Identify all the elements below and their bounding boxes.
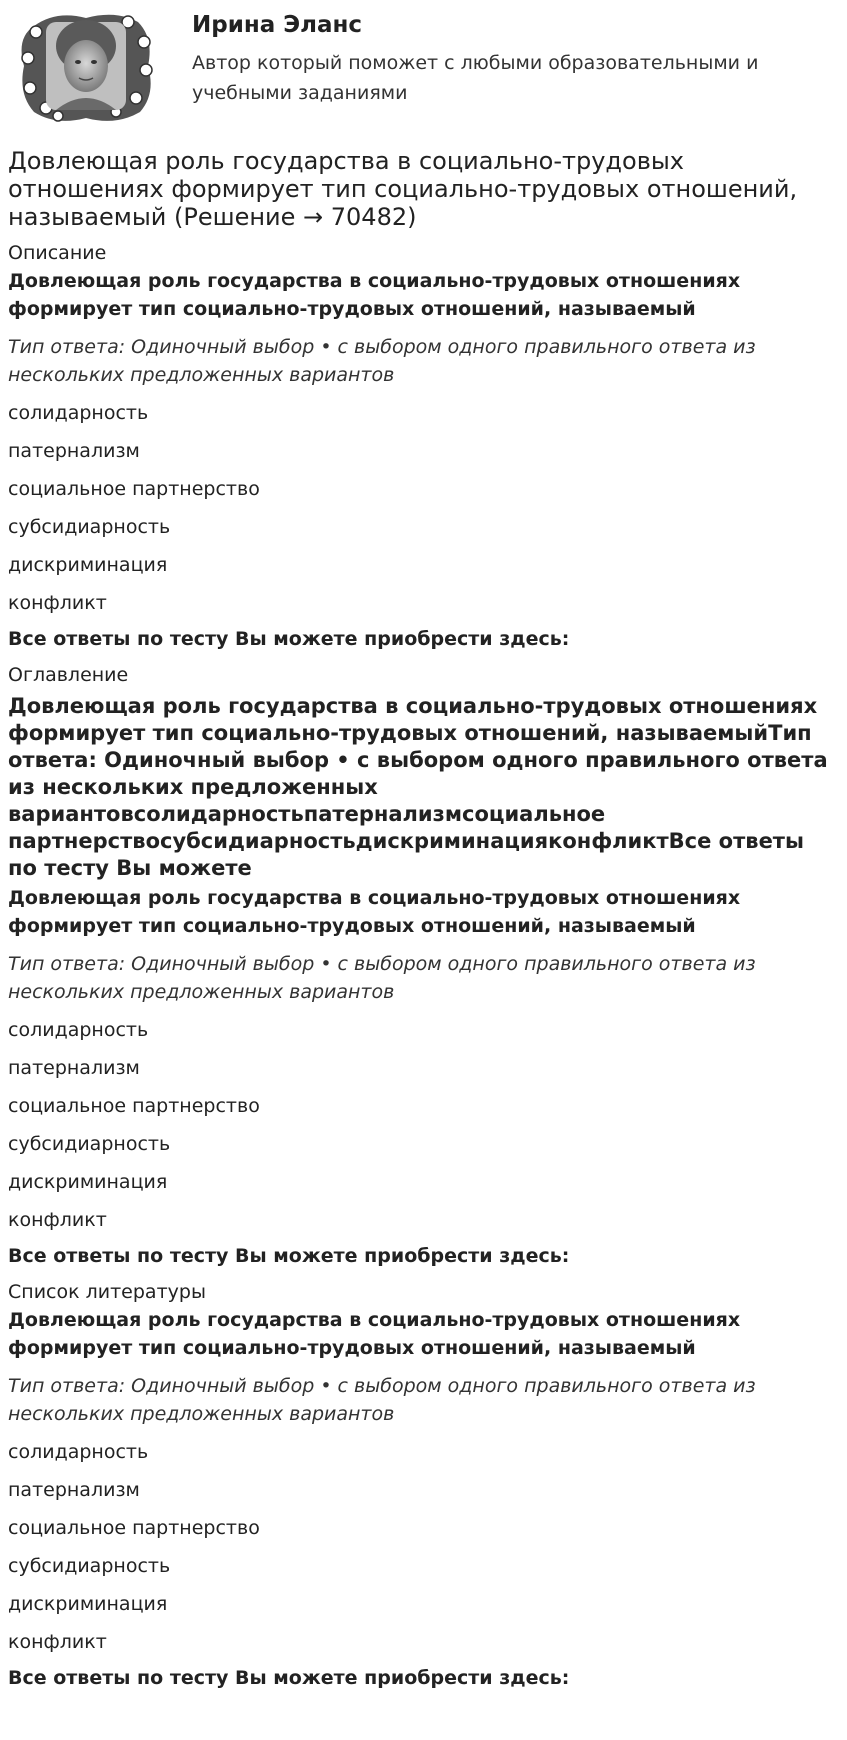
description-section <box>8 241 839 653</box>
answer-type: Тип ответа: Одиночный выбор • с выбором одного правильного ответа из нескольких предложенных вариантов <box>8 336 756 386</box>
list-item: патернализм <box>8 440 140 462</box>
list-item: конфликт <box>8 1631 107 1653</box>
answer-options <box>8 1016 839 1234</box>
buy-answers-note: Все ответы по тесту Вы можете приобрести здесь: <box>8 1667 570 1689</box>
toc-summary: Довлеющая роль государства в социально-трудовых отношениях формирует тип социально-трудовых отношений, называемыйТип ответа: Одиночный выбор • с выбором одного правильного ответа из нескольких предложенных вариантовсолидарностьпатернализмсоциальное партнерствосубсидиарностьдискриминацияконфликтВсе ответы по тесту Вы можете <box>8 694 828 880</box>
list-item: дискриминация <box>8 1171 168 1193</box>
list-item: конфликт <box>8 1209 107 1231</box>
list-item: дискриминация <box>8 554 168 576</box>
list-item: патернализм <box>8 1479 140 1501</box>
list-item: патернализм <box>8 1057 140 1079</box>
list-item: субсидиарность <box>8 1555 171 1577</box>
answer-type: Тип ответа: Одиночный выбор • с выбором одного правильного ответа из нескольких предложенных вариантов <box>8 1375 756 1425</box>
section-heading-description: Описание <box>8 242 107 264</box>
page-title: Довлеющая роль государства в социально-трудовых отношениях формирует тип социально-трудовых отношений, называемый (Решение → 70482) <box>8 147 798 231</box>
answer-type: Тип ответа: Одиночный выбор • с выбором одного правильного ответа из нескольких предложенных вариантов <box>8 953 756 1003</box>
buy-answers-note: Все ответы по тесту Вы можете приобрести здесь: <box>8 1245 570 1267</box>
question-text: Довлеющая роль государства в социально-трудовых отношениях формирует тип социально-трудовых отношений, называемый <box>8 1309 741 1359</box>
toc-section <box>8 663 839 1270</box>
author-description: Автор который поможет с любыми образовательными и учебными заданиями <box>192 52 759 104</box>
list-item: субсидиарность <box>8 1133 171 1155</box>
list-item: солидарность <box>8 1441 149 1463</box>
answer-options <box>8 399 839 617</box>
buy-answers-note: Все ответы по тесту Вы можете приобрести здесь: <box>8 628 570 650</box>
question-text: Довлеющая роль государства в социально-трудовых отношениях формирует тип социально-трудовых отношений, называемый <box>8 270 741 320</box>
list-item: социальное партнерство <box>8 1095 260 1117</box>
list-item: солидарность <box>8 1019 149 1041</box>
list-item: солидарность <box>8 402 149 424</box>
list-item: конфликт <box>8 592 107 614</box>
question-text: Довлеющая роль государства в социально-трудовых отношениях формирует тип социально-трудовых отношений, называемый <box>8 887 741 937</box>
list-item: социальное партнерство <box>8 1517 260 1539</box>
list-item: субсидиарность <box>8 516 171 538</box>
list-item: социальное партнерство <box>8 478 260 500</box>
list-item: дискриминация <box>8 1593 168 1615</box>
author-card <box>8 0 839 135</box>
answer-options <box>8 1438 839 1656</box>
author-avatar-photo <box>16 8 156 126</box>
literature-section <box>8 1280 839 1692</box>
section-heading-toc: Оглавление <box>8 664 129 686</box>
author-name[interactable]: Ирина Эланс <box>192 12 363 38</box>
section-heading-literature: Список литературы <box>8 1281 206 1303</box>
